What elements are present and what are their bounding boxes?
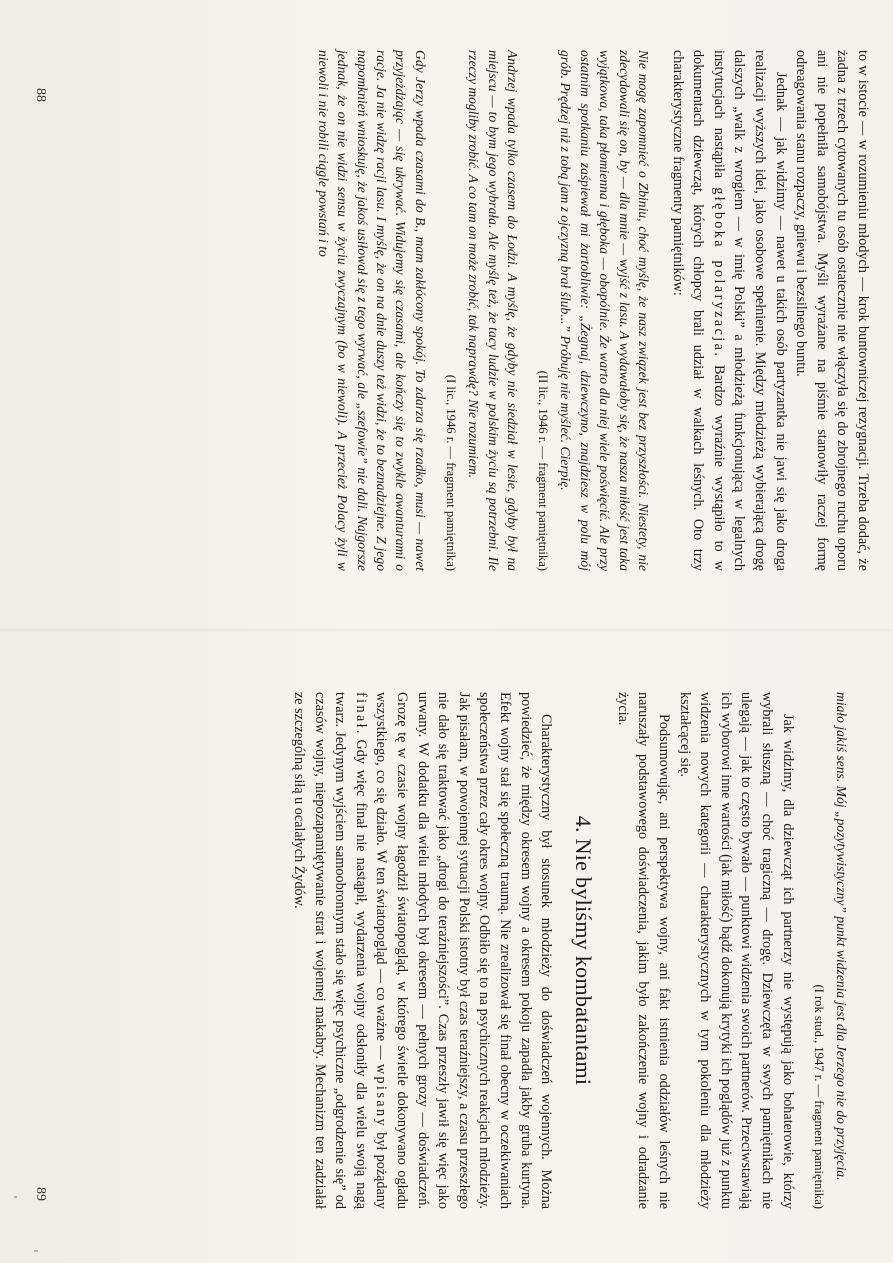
quote-source-2: (I lic., 1946 r. — fragment pamiętnika)	[443, 374, 458, 571]
quote-source-3: (I rok stud., 1947 r. — fragment pamiętnika)	[811, 984, 826, 1209]
para5-emphasis-1: wpisany	[373, 1063, 390, 1128]
page-number-left: 88	[33, 88, 48, 102]
scan-speck	[14, 1196, 17, 1198]
diary-quote-3: Gdy Jerzy wpada czasami do B., mam zakłócony spokój. To zdarza się rzadko, musi — nawet przyjeżdżając — się ukrywać. Widujemy się czasami, ale kończy się to zwykle awanturami o racje. Ja nie widzę racji lasu. I myślę, że on na dnie duszy też widzi, że to beznadziejne. Z jego napomknień wnioskuję, że jakoś usiłował się z tego wyrwać, ale „szefowie” nie dali. Najgorsze jednak, że on nie widzi sensu w życiu zwyczajnym (bo w niewoli). A przecież Polacy żyli w niewoli i nie robili ciągle powstań i to	[315, 50, 428, 571]
para5-part-b: był pożądany	[373, 1127, 390, 1209]
left-page	[0, 0, 893, 631]
scan-speck	[34, 1250, 38, 1252]
left-paragraph-2	[667, 50, 791, 571]
para2-part-a: Jednak — jak widzimy — nawet u takich osób partyzantka nie jawi się jako droga realizacji wyższych idei, jako osobowe spełnienie. Między młodzieżą wybierającą drogę dalszych „walk z wrogiem — w imię Polski” a młodzieżą funkcjonującą w legalnych instytucjach nastąpiła	[710, 50, 789, 571]
diary-quote-3-continued: miało jakiś sens. Mój „pozytywistyczny” punkt widzenia jest dla Jerzego nie do przyjęcia.	[834, 692, 849, 1181]
right-paragraph-2: Podsumowując, ani perspektywa wojny, ani fakt istnienia oddziałów leśnych nie naruszały podstawowego doświadczenia, jakim było zakończenie wojny i odradzanie życia.	[614, 692, 673, 1209]
section-heading: 4. Nie byliśmy kombatantami	[571, 815, 597, 1086]
diary-quote-1: Nie mogę zapomnieć o Zbiniu, choć myślę, że nasz związek jest bez przyszłości. Niestety, nie zdecydowali się on, by — dla mnie — wyjść z lasu. A wydawałoby się, że nasza miłość jest taka wyjątkowa, taka płomienna i głęboka — obopólnie. Że warto dla niej wiele poświęcić. Ale przy ostatnim spotkaniu zaśpiewał mi żartobliwie: „Żegnaj, dziewczyno, znajdziesz w polu mój grób. Prędzej niż z tobą jam z ojczyzną brał ślub...” Próbuję nie myśleć. Cierpię.	[558, 50, 652, 571]
para5-emphasis-2: finał	[352, 692, 369, 730]
page-number-right: 89	[33, 1187, 48, 1201]
para2-part-b: . Bardzo wyraźnie wystąpiło to w dokumentach dziewcząt, których chłopcy brali udział w walkach leśnych. Oto trzy charakterystyczne fragmenty pamiętników:	[669, 50, 727, 571]
para2-emphasis: głęboka polaryzacja	[710, 187, 727, 353]
quote-source-1: (II lic., 1946 r. — fragment pamiętnika)	[536, 370, 551, 571]
left-paragraph-1: to w istocie — w rozumieniu młodych — krok buntowniczej rezygnacji. Trzeba dodać, że żadna z trzech cytowanych tu osób ostatecznie nie włączyła się do zbrojnego ruchu oporu ani nie popełniła samobójstwa. Myśli wyrażane na piśmie stanowiły raczej formę odreagowania stanu rozpaczy, gniewu i bezsilnego buntu.	[793, 50, 871, 571]
diary-quote-2: Andrzej wpada tylko czasem do Łodzi. A myślę, że gdyby nie siedział w lesie, gdyby był na miejscu — to bym jego wybrała. Ale myślę też, że tacy ludzie w polskim życiu są potrzebni. Ile rzeczy mogliby zrobić. A co tam on może zrobić, tak naprawdę? Nie rozumiem.	[466, 50, 521, 571]
para5-part-c: . Gdy więc finał nie nastąpił, wydarzenia wojny odsłoniły dla wielu swoją nagą twarz. Jedynym wyjściem samoobronnym stało się więc psychiczne „odgrodzenie się” od czasów wojny, niepozapamiętywanie strat i wojennej makabry. Mechanizm ten zadziałał ze szczególną siłą u ocalałych Żydów.	[291, 692, 369, 1209]
right-paragraph-3	[289, 692, 557, 1209]
right-page	[0, 632, 893, 1263]
para5-part-a: Charakterystyczny był stosunek młodzieży do doświadczeń wojennych. Można powiedzieć, że między okresem wojny a okresem pokoju zapadła jakby gruba kurtyna. Efekt wojny stał się społeczną traumą. Nie zrealizował się finał obecny w oczekiwaniach społeczeństwa przez cały okres wojny. Odbiło się to na psychicznych reakcjach młodzieży. Jak pisałam, w powojennej sytuacji Polski istotny był czas teraźniejszy, a czasu przeszłego nie dało się traktować jako „drogi do teraźniejszości”. Czas przeszły jawił się więc jako urwany. W dodatku dla wielu młodych był okresem — pełnych grozy — doświadczeń. Grozę tę w czasie wojny łagodził światopogląd, w którego świetle dokonywano ogładu wszystkiego, co się działo. W ten światopogląd — co ważne —	[373, 692, 555, 1209]
right-paragraph-1: Jak widzimy, dla dziewcząt ich partnerzy nie występują jako bohaterowie, którzy wybrali słuszną — choć tragiczną — drogę. Dziewczęta w swych pamiętnikach nie ulegają — jak to często bywało — punktowi widzenia swoich partnerów. Przeciwstawiają ich wyborowi inne wartości (jak miłość) bądź dokonują krytyki ich poglądów już z punktu widzenia nowych kategorii — charakterystycznych w tym pokoleniu dla młodzieży kształcącej się.	[676, 692, 796, 1209]
